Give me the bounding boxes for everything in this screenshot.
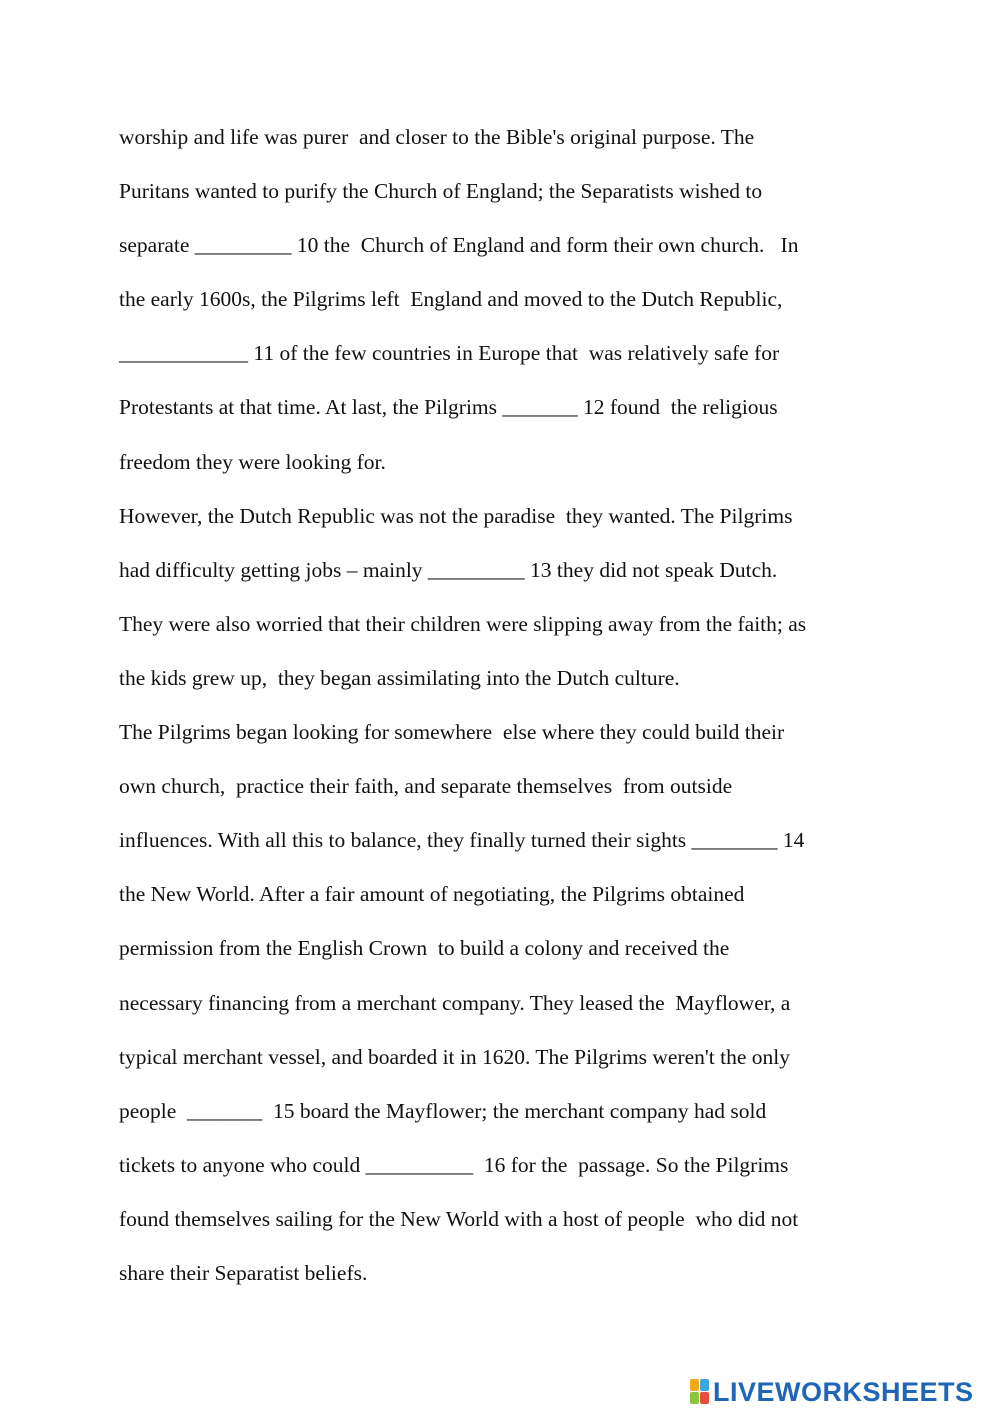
logo-square-l bbox=[690, 1379, 699, 1391]
passage-line: The Pilgrims began looking for somewhere else where they could build their bbox=[119, 720, 785, 745]
passage-line: worship and life was purer and closer to the Bible's original purpose. The bbox=[119, 125, 755, 149]
liveworksheets-logo bbox=[690, 1376, 974, 1408]
passage-line: own church, practice their faith, and separate themselves from outside bbox=[119, 774, 733, 799]
passage-line: influences. With all this to balance, they finally turned their sights ________ 14 bbox=[119, 828, 805, 853]
logo-square-e bbox=[700, 1392, 709, 1404]
logo-square-i bbox=[700, 1379, 709, 1391]
passage-line: permission from the English Crown to build a colony and received the bbox=[119, 936, 730, 961]
logo-wordmark: LIVEWORKSHEETS bbox=[713, 1377, 974, 1407]
passage-text bbox=[119, 110, 899, 1300]
passage-line: Protestants at that time. At last, the Pilgrims _______ 12 found the religious bbox=[119, 395, 778, 420]
liveworksheets-logo-mark-icon bbox=[690, 1379, 710, 1405]
passage-line: separate _________ 10 the Church of England and form their own church. In bbox=[119, 233, 799, 258]
passage-line: freedom they were looking for. bbox=[119, 449, 386, 474]
passage-line: had difficulty getting jobs – mainly _________ 13 they did not speak Dutch. bbox=[119, 557, 778, 582]
passage-line: the early 1600s, the Pilgrims left England and moved to the Dutch Republic, bbox=[119, 287, 783, 312]
passage-line: Puritans wanted to purify the Church of England; the Separatists wished to bbox=[119, 179, 763, 204]
passage-line: people _______ 15 board the Mayflower; the merchant company had sold bbox=[119, 1098, 767, 1123]
passage-line: share their Separatist beliefs. bbox=[119, 1260, 368, 1285]
passage-line: However, the Dutch Republic was not the paradise they wanted. The Pilgrims bbox=[119, 503, 793, 528]
passage-line: the New World. After a fair amount of negotiating, the Pilgrims obtained bbox=[119, 882, 745, 907]
passage-line: necessary financing from a merchant company. They leased the Mayflower, a bbox=[119, 990, 791, 1015]
passage-line: ____________ 11 of the few countries in Europe that was relatively safe for bbox=[119, 341, 780, 366]
passage-line: tickets to anyone who could __________ 16 for the passage. So the Pilgrims bbox=[119, 1152, 789, 1177]
passage-line: found themselves sailing for the New World with a host of people who did not bbox=[119, 1206, 799, 1231]
passage-line: the kids grew up, they began assimilating into the Dutch culture. bbox=[119, 665, 680, 690]
passage-line: They were also worried that their children were slipping away from the faith; as bbox=[119, 611, 807, 636]
logo-square-v bbox=[690, 1392, 699, 1404]
passage-line: typical merchant vessel, and boarded it in 1620. The Pilgrims weren't the only bbox=[119, 1044, 791, 1069]
